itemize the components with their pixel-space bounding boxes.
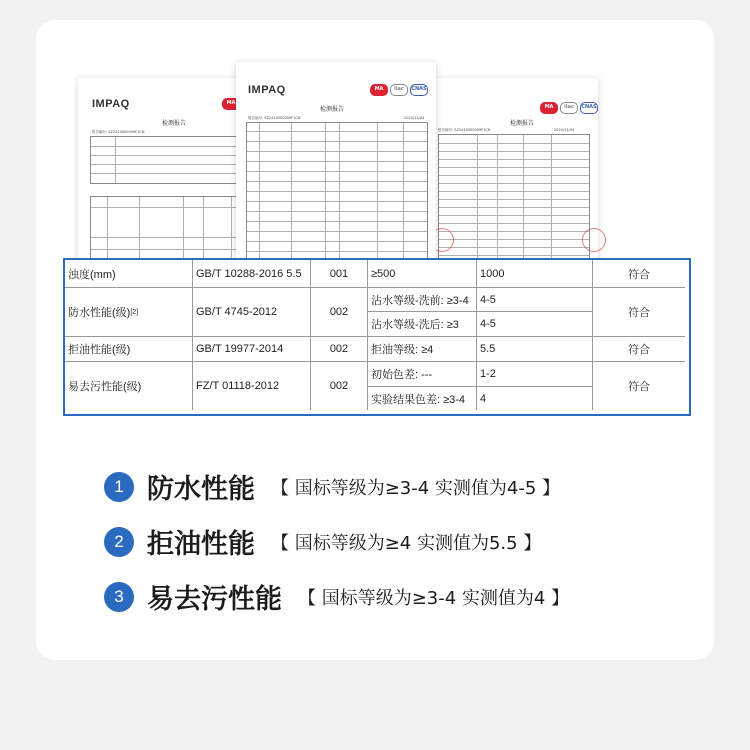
feature-name: 易去污性能	[147, 584, 282, 615]
table-cell-result: 4-5	[480, 293, 496, 306]
inspection-stamp-icon	[582, 228, 606, 252]
feature-item-easy-stain-removal	[104, 577, 569, 616]
table-cell-result: 4-5	[480, 318, 496, 330]
report-number: 报告编号: SZ2410000009F1CN	[92, 130, 145, 134]
ma-certification-icon: MA	[222, 98, 240, 110]
test-results-table	[438, 134, 590, 276]
report-date: 2024/11/04	[404, 116, 425, 120]
report-number: 报告编号: SZ2410000009F1CN	[438, 128, 491, 132]
report-date: 2024/11/04	[554, 128, 575, 132]
footnote-marker: [2]	[130, 308, 139, 316]
table-cell-requirement: 实验结果色差: ≥3-4	[371, 393, 466, 406]
table-cell-standard: FZ/T 01118-2012	[196, 380, 280, 392]
table-cell-item: 浊度(mm)	[68, 268, 116, 281]
table-cell-requirement: 初始色差: ---	[371, 369, 433, 381]
table-cell-item: 拒油性能(级)	[68, 344, 131, 356]
number-badge-icon: 3	[104, 582, 134, 612]
table-cell-result: 1-2	[480, 368, 496, 380]
feature-name: 防水性能	[147, 474, 255, 505]
feature-detail: 【 国标等级为≥3-4 实测值为4 】	[298, 587, 570, 609]
table-cell-result: 5.5	[480, 343, 496, 355]
table-cell-code: 002	[329, 380, 349, 392]
table-cell-standard: GB/T 19977-2014	[196, 343, 284, 355]
table-cell-verdict: 符合	[628, 381, 650, 393]
report-title: 检测报告	[162, 120, 187, 127]
feature-item-waterproof	[104, 467, 560, 506]
table-cell-result: 1000	[480, 267, 505, 280]
cnas-certification-icon: CNAS	[410, 84, 428, 96]
table-cell-code: 001	[329, 267, 349, 280]
table-cell-verdict: 符合	[628, 344, 650, 356]
ma-certification-icon: MA	[540, 102, 558, 114]
test-report-page-center	[236, 62, 436, 282]
table-cell-verdict: 符合	[628, 268, 650, 281]
table-cell-item	[68, 288, 138, 336]
feature-name: 拒油性能	[147, 529, 255, 560]
table-cell-item-label: 防水性能(级)	[68, 307, 131, 319]
ilac-certification-icon: ilac	[390, 84, 408, 96]
feature-detail: 【 国标等级为≥3-4 实测值为4-5 】	[271, 477, 561, 499]
table-cell-requirement: 拒油等级: ≥4	[371, 344, 434, 356]
table-cell-requirement: 沾水等级-洗后: ≥3	[371, 319, 459, 331]
feature-detail: 【 国标等级为≥4 实测值为5.5 】	[271, 532, 542, 554]
number-badge-icon: 2	[104, 527, 134, 557]
table-cell-item: 易去污性能(级)	[68, 381, 142, 393]
table-cell-standard: GB/T 10288-2016 5.5	[196, 267, 302, 280]
certification-marks	[540, 102, 598, 114]
table-cell-code: 002	[329, 306, 349, 318]
results-table-zoom	[63, 258, 691, 416]
sample-info-table	[90, 136, 260, 184]
impaq-logo: IMPAQ	[248, 84, 286, 96]
table-cell-requirement: ≥500	[371, 267, 396, 280]
table-cell-verdict: 符合	[628, 307, 650, 319]
table-cell-standard: GB/T 4745-2012	[196, 306, 278, 318]
table-cell-result: 4	[480, 392, 487, 405]
number-badge-icon: 1	[104, 472, 134, 502]
ma-certification-icon: MA	[370, 84, 388, 96]
test-report-page-right	[436, 78, 598, 278]
cnas-certification-icon: CNAS	[580, 102, 598, 114]
report-title: 检测报告	[320, 106, 345, 113]
table-cell-requirement: 沾水等级-洗前: ≥3-4	[371, 294, 469, 307]
report-number: 报告编号: SZ2410000009F1CN	[248, 116, 301, 120]
feature-item-oil-repellent	[104, 522, 541, 561]
table-cell-code: 002	[329, 343, 349, 355]
impaq-logo: IMPAQ	[92, 98, 130, 110]
ilac-certification-icon: ilac	[560, 102, 578, 114]
certification-marks	[370, 84, 428, 96]
report-title: 检测报告	[510, 120, 535, 127]
